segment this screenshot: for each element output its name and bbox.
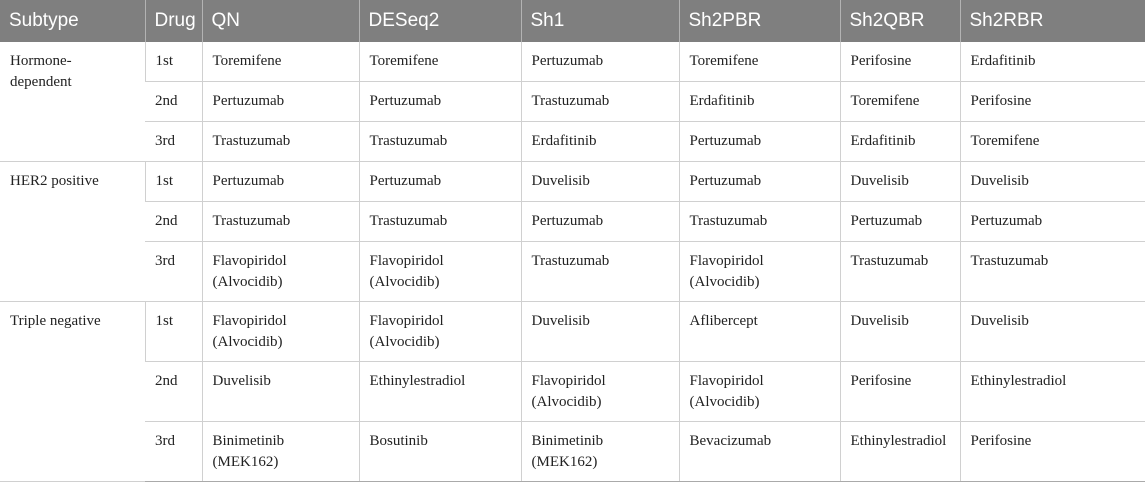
drug-rank-cell: 2nd [145,362,202,422]
cell-qn: Trastuzumab [202,202,359,242]
cell-sh2qbr: Duvelisib [840,162,960,202]
cell-sh2pbr: Bevacizumab [679,422,840,482]
cell-sh2pbr: Toremifene [679,42,840,82]
table-row [0,122,1145,162]
drug-rank-cell: 2nd [145,82,202,122]
cell-deseq2: Ethinylestradiol [359,362,521,422]
table-row [0,42,1145,82]
cell-deseq2: Flavopiridol (Alvocidib) [359,302,521,362]
cell-qn: Flavopiridol (Alvocidib) [202,242,359,302]
cell-deseq2: Pertuzumab [359,82,521,122]
table-row [0,162,1145,202]
header-sh1: Sh1 [521,0,679,42]
cell-qn: Flavopiridol (Alvocidib) [202,302,359,362]
cell-qn: Pertuzumab [202,162,359,202]
cell-sh2qbr: Duvelisib [840,302,960,362]
table-row [0,422,1145,482]
header-subtype: Subtype [0,0,145,42]
drug-rank-cell: 1st [145,42,202,82]
cell-sh1: Flavopiridol (Alvocidib) [521,362,679,422]
cell-sh1: Duvelisib [521,162,679,202]
cell-sh1: Trastuzumab [521,242,679,302]
cell-sh2qbr: Erdafitinib [840,122,960,162]
header-drug: Drug [145,0,202,42]
cell-sh2pbr: Erdafitinib [679,82,840,122]
subtype-cell: HER2 positive [0,162,145,302]
table-body [0,42,1145,482]
cell-deseq2: Toremifene [359,42,521,82]
subtype-cell: Triple negative [0,302,145,482]
cell-deseq2: Pertuzumab [359,162,521,202]
cell-sh1: Pertuzumab [521,202,679,242]
cell-deseq2: Bosutinib [359,422,521,482]
subtype-cell: Hormone- dependent [0,42,145,162]
cell-sh2qbr: Ethinylestradiol [840,422,960,482]
drug-rank-cell: 1st [145,162,202,202]
drug-rank-cell: 1st [145,302,202,362]
cell-sh2rbr: Perifosine [960,422,1145,482]
table-row [0,362,1145,422]
table-row [0,202,1145,242]
cell-sh2pbr: Trastuzumab [679,202,840,242]
cell-sh2rbr: Perifosine [960,82,1145,122]
cell-sh2pbr: Pertuzumab [679,122,840,162]
cell-sh2rbr: Erdafitinib [960,42,1145,82]
cell-sh1: Duvelisib [521,302,679,362]
cell-sh2pbr: Pertuzumab [679,162,840,202]
cell-sh2rbr: Ethinylestradiol [960,362,1145,422]
cell-qn: Pertuzumab [202,82,359,122]
cell-sh1: Binimetinib (MEK162) [521,422,679,482]
cell-sh2qbr: Pertuzumab [840,202,960,242]
cell-sh2rbr: Trastuzumab [960,242,1145,302]
drug-rank-cell: 3rd [145,242,202,302]
cell-sh2rbr: Pertuzumab [960,202,1145,242]
drug-rank-cell: 3rd [145,422,202,482]
drug-rank-cell: 3rd [145,122,202,162]
table-row [0,302,1145,362]
drug-rank-cell: 2nd [145,202,202,242]
header-row [0,0,1145,42]
cell-qn: Binimetinib (MEK162) [202,422,359,482]
cell-qn: Trastuzumab [202,122,359,162]
cell-sh1: Erdafitinib [521,122,679,162]
cell-deseq2: Trastuzumab [359,202,521,242]
table-row [0,242,1145,302]
cell-sh1: Pertuzumab [521,42,679,82]
cell-sh2pbr: Aflibercept [679,302,840,362]
cell-sh2qbr: Perifosine [840,42,960,82]
header-sh2pbr: Sh2PBR [679,0,840,42]
cell-sh1: Trastuzumab [521,82,679,122]
cell-sh2qbr: Perifosine [840,362,960,422]
cell-sh2rbr: Duvelisib [960,302,1145,362]
cell-sh2qbr: Toremifene [840,82,960,122]
cell-sh2rbr: Duvelisib [960,162,1145,202]
header-qn: QN [202,0,359,42]
cell-sh2qbr: Trastuzumab [840,242,960,302]
header-sh2rbr: Sh2RBR [960,0,1145,42]
cell-deseq2: Flavopiridol (Alvocidib) [359,242,521,302]
cell-sh2pbr: Flavopiridol (Alvocidib) [679,362,840,422]
cell-sh2rbr: Toremifene [960,122,1145,162]
header-deseq2: DESeq2 [359,0,521,42]
cell-sh2pbr: Flavopiridol (Alvocidib) [679,242,840,302]
table-row [0,82,1145,122]
cell-qn: Duvelisib [202,362,359,422]
cell-qn: Toremifene [202,42,359,82]
cell-deseq2: Trastuzumab [359,122,521,162]
header-sh2qbr: Sh2QBR [840,0,960,42]
